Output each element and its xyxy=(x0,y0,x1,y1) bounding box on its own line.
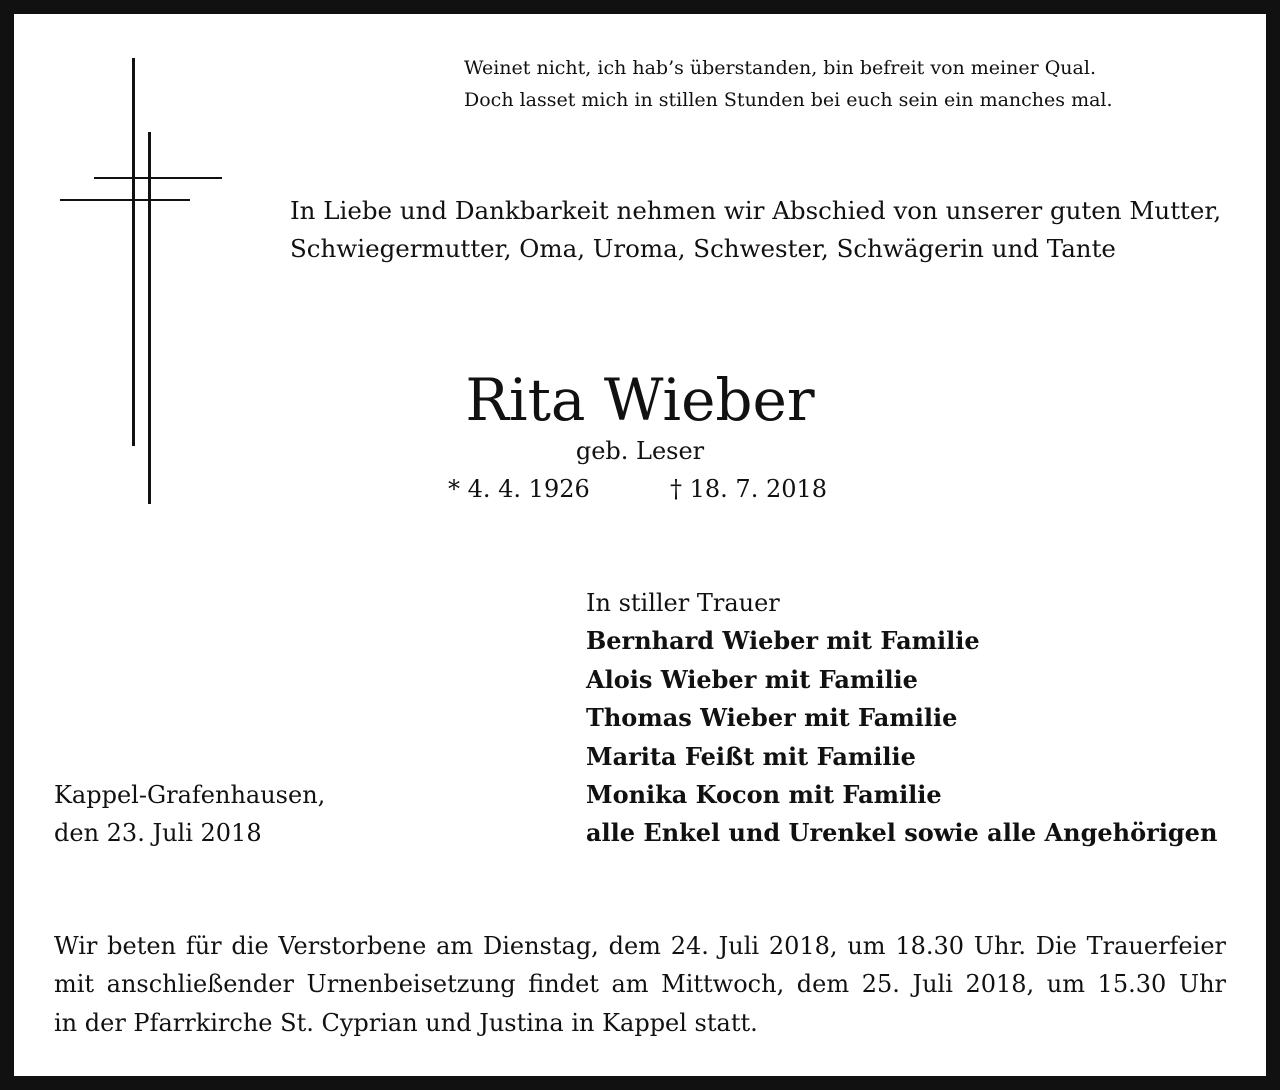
memorial-poem xyxy=(464,52,1113,116)
place-and-date xyxy=(54,776,325,853)
mourner-entry: Marita Feißt mit Familie xyxy=(586,741,916,771)
mourner-entry: Monika Kocon mit Familie xyxy=(586,780,942,810)
obituary-notice xyxy=(14,14,1266,1076)
cross-back-vertical xyxy=(132,58,135,446)
service-announcement xyxy=(54,927,1226,1042)
cross-front-horizontal xyxy=(60,199,190,201)
intro-line: In Liebe und Dankbarkeit nehmen wir Abschied von unserer guten Mutter, xyxy=(290,196,1222,225)
poem-line: Doch lasset mich in stillen Stunden bei euch sein ein manches mal. xyxy=(464,89,1113,111)
service-line: mit anschließender Urnenbeisetzung findet am Mittwoch, dem 25. Juli 2018, um 15.30 Uhr xyxy=(54,970,1226,999)
poem-line: Weinet nicht, ich hab’s überstanden, bin befreit von meiner Qual. xyxy=(464,57,1096,79)
service-line: in der Pfarrkirche St. Cyprian und Justina in Kappel statt. xyxy=(54,1008,758,1037)
mourner-entry: alle Enkel und Urenkel sowie alle Angehörigen xyxy=(586,818,1218,848)
date-line: den 23. Juli 2018 xyxy=(54,819,262,848)
intro-line: Schwiegermutter, Oma, Uroma, Schwester, Schwägerin und Tante xyxy=(290,234,1116,263)
mourners-list xyxy=(586,584,1217,853)
deceased-name: Rita Wieber xyxy=(465,366,815,434)
birth-date: * 4. 4. 1926 xyxy=(448,475,590,503)
mourners-heading: In stiller Trauer xyxy=(586,589,780,617)
mourner-entry: Bernhard Wieber mit Familie xyxy=(586,626,980,656)
place-line: Kappel-Grafenhausen, xyxy=(54,781,326,809)
farewell-intro xyxy=(290,192,1221,268)
mourner-entry: Thomas Wieber mit Familie xyxy=(586,703,958,733)
mourner-entry: Alois Wieber mit Familie xyxy=(586,664,918,694)
death-date: † 18. 7. 2018 xyxy=(670,475,828,503)
service-line: Wir beten für die Verstorbene am Dienstag, dem 24. Juli 2018, um 18.30 Uhr. Die Trauerfeier xyxy=(54,932,1226,960)
cross-front-vertical xyxy=(148,132,151,504)
maiden-name: geb. Leser xyxy=(575,437,705,465)
cross-back-horizontal xyxy=(94,177,222,179)
